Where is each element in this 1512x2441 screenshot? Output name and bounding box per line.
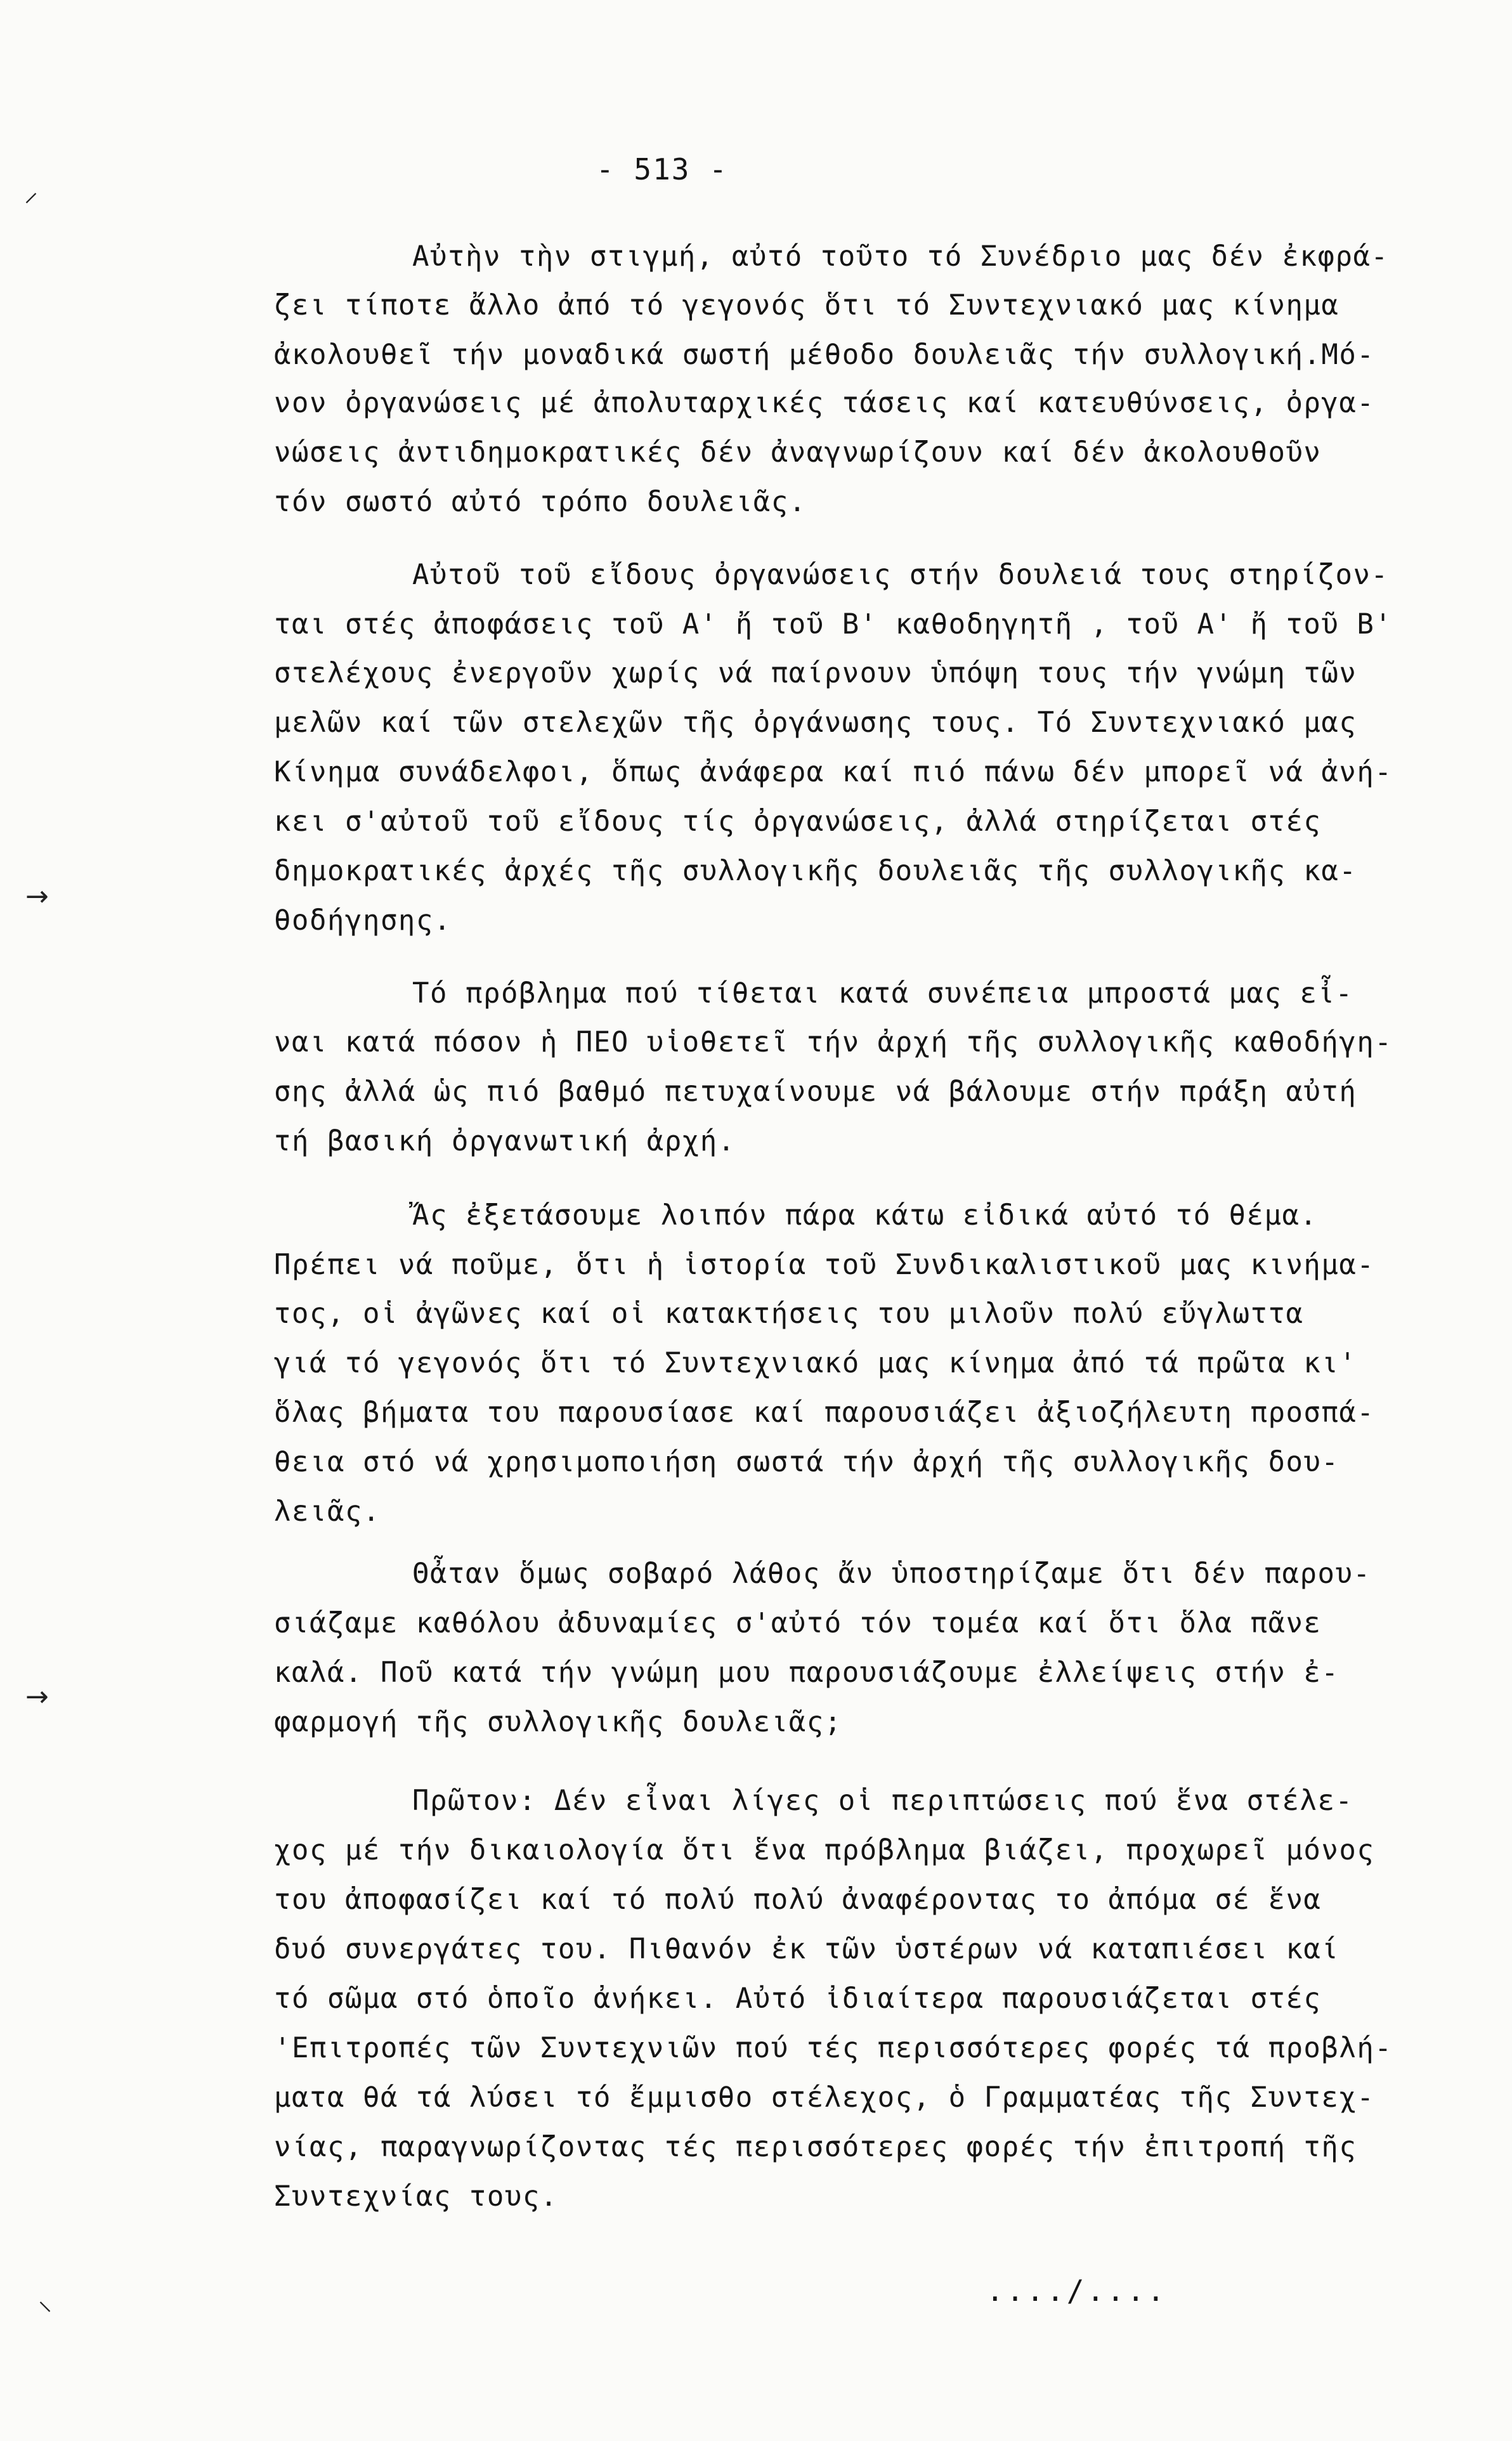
text-line: δημοκρατικές ἀρχές τῆς συλλογικῆς δουλειᾶς τῆς συλλογικῆς κα-: [274, 855, 1357, 887]
margin-arrow-mark: →: [25, 1681, 49, 1713]
page-number: - 513 -: [596, 152, 728, 186]
text-line: ζει τίποτε ἄλλο ἀπό τό γεγονός ὅτι τό Συντεχνιακό μας κίνημα: [274, 289, 1339, 322]
text-line: τή βασική ὀργανωτική ἀρχή.: [274, 1125, 736, 1157]
text-line: καλά. Ποῦ κατά τήν γνώμη μου παρουσιάζουμε ἐλλείψεις στήν ἐ-: [274, 1657, 1339, 1689]
text-line: θοδήγησης.: [274, 904, 452, 937]
text-line: Κίνημα συνάδελφοι, ὅπως ἀνάφερα καί πιό πάνω δέν μπορεῖ νά ἀνή-: [274, 756, 1393, 788]
text-line: χος μέ τήν δικαιολογία ὅτι ἕνα πρόβλημα βιάζει, προχωρεῖ μόνος: [274, 1834, 1375, 1866]
text-line: σιάζαμε καθόλου ἀδυναμίες σ'αὐτό τόν τομέα καί ὅτι ὅλα πᾶνε: [274, 1607, 1322, 1639]
text-line: Αὐτὴν τὴν στιγμή, αὐτό τοῦτο τό Συνέδριο μας δέν ἐκφρά-: [412, 240, 1389, 273]
text-line: λειᾶς.: [274, 1495, 381, 1528]
text-line: ματα θά τά λύσει τό ἔμμισθο στέλεχος, ὁ Γραμματέας τῆς Συντεχ-: [274, 2081, 1375, 2114]
text-line: νώσεις ἀντιδημοκρατικές δέν ἀναγνωρίζουν καί δέν ἀκολουθοῦν: [274, 436, 1322, 469]
text-line: Ἄς ἐξετάσουμε λοιπόν πάρα κάτω εἰδικά αὐτό τό θέμα.: [412, 1199, 1318, 1232]
continuation-marker: ..../....: [986, 2274, 1168, 2308]
text-line: Θἆταν ὅμως σοβαρό λάθος ἄν ὑποστηρίζαμε ὅτι δέν παρου-: [412, 1558, 1371, 1590]
text-line: τος, οἱ ἀγῶνες καί οἱ κατακτήσεις του μιλοῦν πολύ εὔγλωττα: [274, 1298, 1304, 1330]
text-line: γιά τό γεγονός ὅτι τό Συντεχνιακό μας κίνημα ἀπό τά πρῶτα κι': [274, 1347, 1357, 1379]
text-line: ται στές ἀποφάσεις τοῦ Α' ἤ τοῦ Β' καθοδηγητῆ , τοῦ Α' ἤ τοῦ Β': [274, 608, 1393, 641]
text-line: Αὐτοῦ τοῦ εἴδους ὀργανώσεις στήν δουλειά τους στηρίζον-: [412, 559, 1389, 591]
text-line: σης ἀλλά ὡς πιό βαθμό πετυχαίνουμε νά βάλουμε στήν πράξη αὐτή: [274, 1076, 1357, 1108]
text-line: Πρῶτον: Δέν εἶναι λίγες οἱ περιπτώσεις πού ἕνα στέλε-: [412, 1785, 1353, 1817]
text-line: ναι κατά πόσον ἡ ΠΕΟ υἱοθετεῖ τήν ἀρχή τῆς συλλογικῆς καθοδήγη-: [274, 1026, 1393, 1058]
text-line: ἀκολουθεῖ τήν μοναδικά σωστή μέθοδο δουλειᾶς τήν συλλογική.Μό-: [274, 339, 1375, 371]
text-line: τό σῶμα στό ὁποῖο ἀνήκει. Αὐτό ἰδιαίτερα παρουσιάζεται στές: [274, 1982, 1322, 2015]
text-line: του ἀποφασίζει καί τό πολύ πολύ ἀναφέροντας το ἀπόμα σέ ἕνα: [274, 1884, 1322, 1916]
text-line: τόν σωστό αὐτό τρόπο δουλειᾶς.: [274, 486, 807, 518]
text-line: νίας, παραγνωρίζοντας τές περισσότερες φορές τήν ἐπιτροπή τῆς: [274, 2131, 1357, 2163]
margin-tick-mark: ⸜: [38, 2284, 52, 2317]
text-line: ὅλας βήματα του παρουσίασε καί παρουσιάζει ἀξιοζήλευτη προσπά-: [274, 1396, 1375, 1429]
text-line: 'Επιτροπές τῶν Συντεχνιῶν πού τές περισσότερες φορές τά προβλή-: [274, 2032, 1393, 2064]
text-line: Τό πρόβλημα πού τίθεται κατά συνέπεια μπροστά μας εἶ-: [412, 977, 1353, 1010]
margin-tick-mark: ⸝: [24, 176, 38, 208]
margin-arrow-mark: →: [25, 880, 49, 913]
text-line: θεια στό νά χρησιμοποιήση σωστά τήν ἀρχή τῆς συλλογικῆς δου-: [274, 1446, 1339, 1478]
text-line: φαρμογή τῆς συλλογικῆς δουλειᾶς;: [274, 1706, 842, 1738]
text-line: Πρέπει νά ποῦμε, ὅτι ἡ ἱστορία τοῦ Συνδικαλιστικοῦ μας κινήμα-: [274, 1249, 1375, 1281]
text-line: δυό συνεργάτες του. Πιθανόν ἐκ τῶν ὑστέρων νά καταπιέσει καί: [274, 1933, 1339, 1965]
text-line: μελῶν καί τῶν στελεχῶν τῆς ὀργάνωσης τους. Τό Συντεχνιακό μας: [274, 706, 1357, 739]
text-line: στελέχους ἐνεργοῦν χωρίς νά παίρνουν ὑπόψη τους τήν γνώμη τῶν: [274, 657, 1357, 689]
text-line: κει σ'αὐτοῦ τοῦ εἴδους τίς ὀργανώσεις, ἀλλά στηρίζεται στές: [274, 805, 1322, 838]
text-line: νον ὀργανώσεις μέ ἀπολυταρχικές τάσεις καί κατευθύνσεις, ὀργα-: [274, 387, 1375, 419]
text-line: Συντεχνίας τους.: [274, 2180, 558, 2213]
